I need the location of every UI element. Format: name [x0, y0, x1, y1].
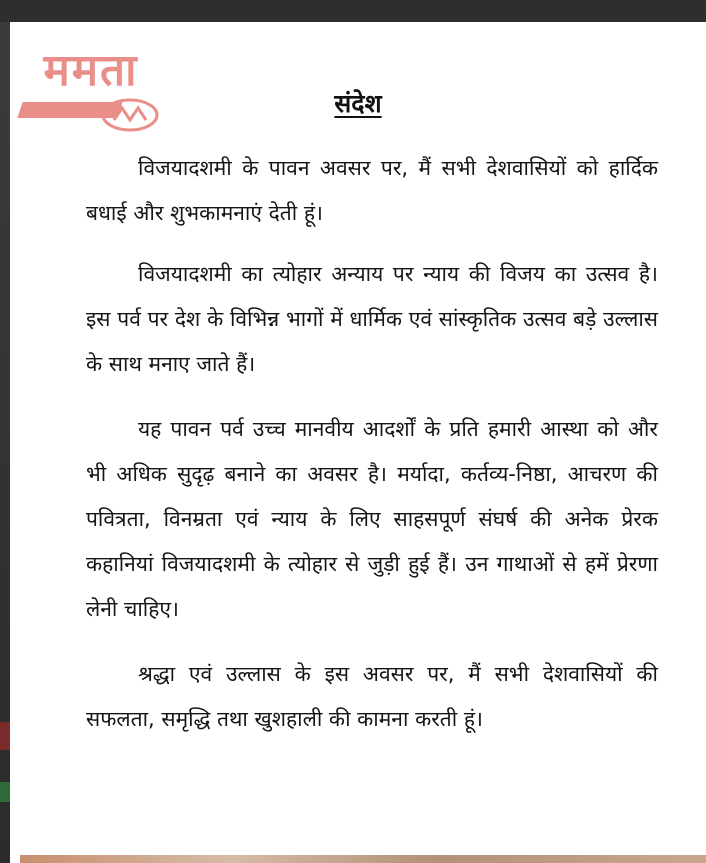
- watermark-logo-text: ममता: [43, 45, 139, 96]
- left-edge-strip: [0, 22, 10, 863]
- paragraph-greeting: विजयादशमी के पावन अवसर पर, मैं सभी देशवासियों को हार्दिक बधाई और शुभकामनाएं देती हूं।: [86, 156, 658, 225]
- paragraph-ideals: यह पावन पर्व उच्च मानवीय आदर्शों के प्रति हमारी आस्था को और भी अधिक सुदृढ़ बनाने का अवसर है। मर्यादा, कर्तव्य-निष्ठा, आचरण की पवित्रता, विनम्रता एवं न्याय के लिए साहसपूर्ण संघर्ष की अनेक प्रेरक कहानियां विजयादशमी के त्योहार से जुड़ी हुई हैं। उन गाथाओं से हमें प्रेरणा लेनी चाहिए।: [86, 417, 658, 621]
- top-bar: [0, 0, 706, 22]
- bottom-image-strip: [20, 855, 706, 863]
- paragraph-festival: विजयादशमी का त्योहार अन्याय पर न्याय की विजय का उत्सव है। इस पर्व पर देश के विभिन्न भागों में धार्मिक एवं सांस्कृतिक उत्सव बड़े उल्लास के साथ मनाए जाते हैं।: [86, 262, 658, 376]
- document-title: संदेश: [334, 89, 382, 118]
- document-page: [10, 22, 706, 863]
- paragraph-wishes: श्रद्धा एवं उल्लास के इस अवसर पर, मैं सभी देशवासियों की सफलता, समृद्धि तथा खुशहाली की कामना करती हूं।: [86, 662, 658, 731]
- message-body: [86, 146, 658, 762]
